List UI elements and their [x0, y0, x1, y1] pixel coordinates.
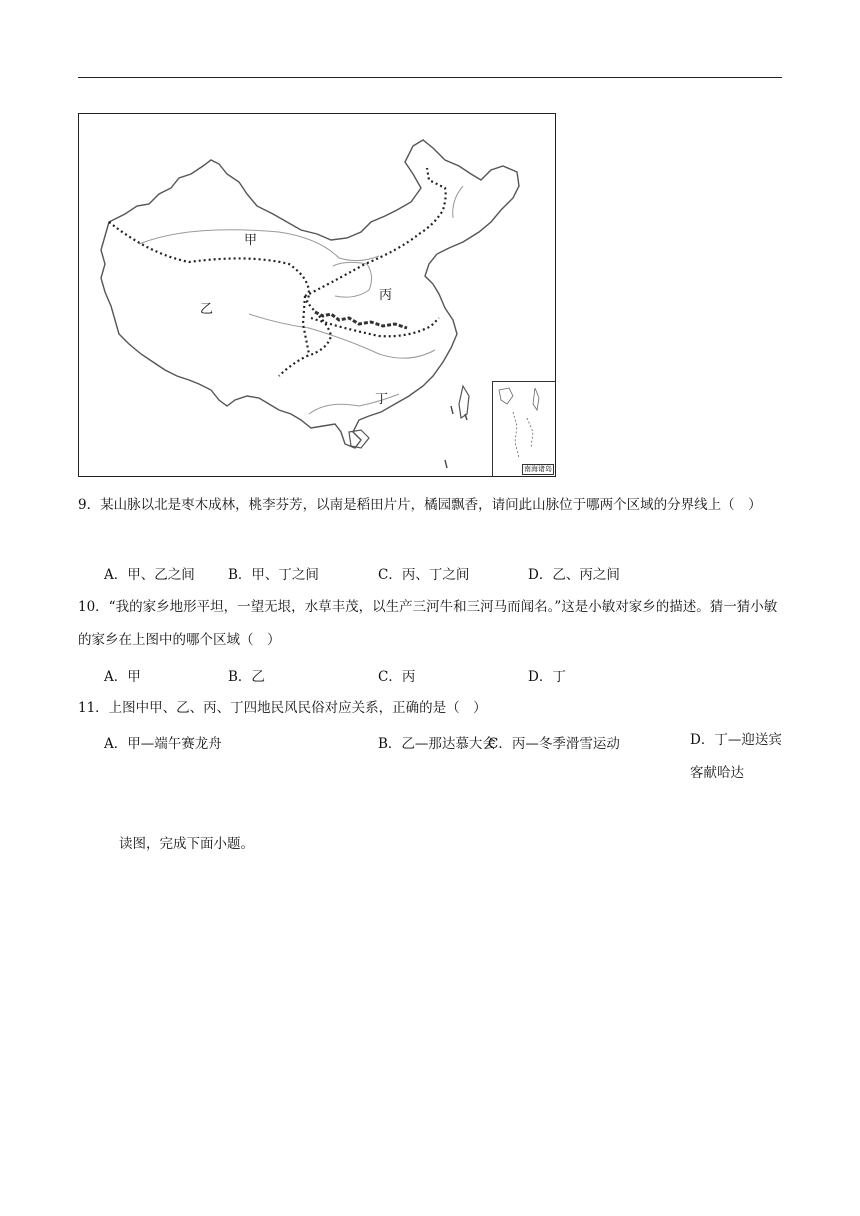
- q10-option-d[interactable]: D．丁: [528, 669, 566, 685]
- inset-label: 南海诸岛: [524, 465, 552, 473]
- question-11-options: [104, 732, 784, 792]
- question-11: 11．上图中甲、乙、丙、丁四地民风民俗对应关系，正确的是（ ）: [78, 700, 487, 716]
- q10-option-b[interactable]: B．乙: [228, 669, 265, 685]
- china-region-map: [78, 113, 556, 477]
- q10-option-c[interactable]: C．丙: [378, 669, 416, 685]
- q11-option-c[interactable]: C．丙—冬季滑雪运动: [488, 736, 620, 752]
- q9-option-d[interactable]: D．乙、丙之间: [528, 567, 620, 583]
- question-9: 9．某山脉以北是枣木成林，桃李芬芳，以南是稻田片片，橘园飘香，请问此山脉位于哪两个区域的分界线上（ ）: [78, 497, 762, 513]
- region-label-ding: 丁: [375, 392, 389, 407]
- q9-option-c[interactable]: C．丙、丁之间: [378, 567, 470, 583]
- map-outline: [79, 114, 557, 478]
- question-10: 10．“我的家乡地形平坦，一望无垠，水草丰茂，以生产三河牛和三河马而闻名。”这是小敏对家乡的描述。猜一猜小敏的家乡在上图中的哪个区域（ ）: [78, 599, 778, 648]
- q9-option-b[interactable]: B．甲、丁之间: [228, 567, 319, 583]
- q9-option-a[interactable]: A．甲、乙之间: [104, 567, 195, 583]
- q11-option-b[interactable]: B．乙—那达慕大会: [378, 736, 496, 752]
- south-china-sea-inset: [492, 381, 555, 476]
- q11-option-d[interactable]: D．丁—迎送宾客献哈达: [690, 732, 782, 781]
- q10-option-a[interactable]: A．甲: [104, 669, 141, 685]
- reading-instruction: 读图，完成下面小题。: [119, 836, 254, 852]
- region-label-jia: 甲: [244, 233, 258, 248]
- q11-option-a[interactable]: A．甲—端午赛龙舟: [104, 736, 222, 752]
- header-rule: [78, 77, 782, 78]
- region-label-bing: 丙: [379, 288, 393, 303]
- inset-outline: [493, 382, 555, 476]
- region-label-yi: 乙: [200, 302, 214, 317]
